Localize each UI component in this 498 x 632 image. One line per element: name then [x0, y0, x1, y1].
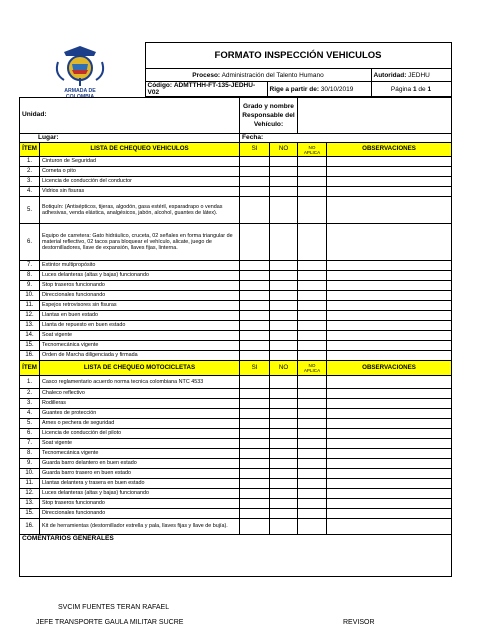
- no-aplica-checkbox[interactable]: [298, 439, 327, 449]
- motos-items: [20, 376, 452, 535]
- si-checkbox[interactable]: [240, 499, 270, 509]
- item-number: 3.: [20, 399, 40, 409]
- no-aplica-checkbox[interactable]: [298, 479, 327, 489]
- checklist-row: [20, 449, 452, 459]
- proceso-cell: [145, 69, 371, 82]
- checklist-row: [20, 376, 452, 389]
- no-checkbox[interactable]: [270, 311, 298, 321]
- si-checkbox[interactable]: [240, 261, 270, 271]
- checklist-row: [20, 479, 452, 489]
- item-number: 13.: [20, 321, 40, 331]
- no-aplica-checkbox[interactable]: [298, 167, 327, 177]
- no-aplica-checkbox[interactable]: [298, 157, 327, 167]
- item-text: Guantes de protección: [40, 409, 240, 419]
- no-aplica-checkbox[interactable]: [298, 177, 327, 187]
- col-lista-motos: LISTA DE CHEQUEO MOTOCICLETAS: [40, 361, 240, 376]
- item-text: Llanta de repuesto en buen estado: [40, 321, 240, 331]
- item-text: Orden de Marcha diligenciada y firmada: [40, 351, 240, 361]
- no-aplica-checkbox[interactable]: [298, 197, 327, 224]
- observaciones-field[interactable]: [327, 281, 452, 291]
- item-text: Luces delanteras (altas y bajas) funcionando: [40, 489, 240, 499]
- item-text: Soat vigente: [40, 331, 240, 341]
- proceso-label: Proceso:: [192, 71, 221, 79]
- autoridad-cell: [371, 69, 451, 82]
- checklist-row: [20, 167, 452, 177]
- observaciones-field[interactable]: [327, 321, 452, 331]
- pagina-total: 1: [427, 85, 432, 93]
- no-aplica-checkbox[interactable]: [298, 351, 327, 361]
- col-no: NO: [270, 143, 298, 157]
- checklist-row: [20, 271, 452, 281]
- item-text: Licencia de conducción del piloto: [40, 429, 240, 439]
- no-checkbox[interactable]: [270, 519, 298, 535]
- checklist-row: [20, 489, 452, 499]
- checklist-row: [20, 509, 452, 519]
- item-number: 4.: [20, 187, 40, 197]
- lugar-label: Lugar:: [20, 134, 240, 143]
- si-checkbox[interactable]: [240, 177, 270, 187]
- no-aplica-checkbox[interactable]: [298, 311, 327, 321]
- no-aplica-checkbox[interactable]: [298, 449, 327, 459]
- col-observaciones: OBSERVACIONES: [327, 361, 452, 376]
- no-checkbox[interactable]: [270, 321, 298, 331]
- item-text: Vidrios sin fisuras: [40, 187, 240, 197]
- checklist-row: [20, 389, 452, 399]
- checklist-row: [20, 311, 452, 321]
- item-number: 12.: [20, 311, 40, 321]
- autoridad-label: Autoridad:: [373, 71, 407, 79]
- si-checkbox[interactable]: [240, 509, 270, 519]
- no-aplica-checkbox[interactable]: [298, 376, 327, 389]
- rige-cell: [267, 82, 371, 97]
- no-checkbox[interactable]: [270, 301, 298, 311]
- no-checkbox[interactable]: [270, 479, 298, 489]
- logo-caption: ARMADA DE COLOMBIA: [64, 88, 96, 100]
- col-no-aplica: NO APLICA: [298, 361, 327, 376]
- no-aplica-checkbox[interactable]: [298, 261, 327, 271]
- no-checkbox[interactable]: [270, 224, 298, 261]
- si-checkbox[interactable]: [240, 331, 270, 341]
- rige-label: Rige a partir de:: [269, 85, 319, 93]
- observaciones-field[interactable]: [327, 351, 452, 361]
- item-number: 3.: [20, 177, 40, 187]
- observaciones-field[interactable]: [327, 311, 452, 321]
- checklist-row: [20, 439, 452, 449]
- checklist-row: [20, 419, 452, 429]
- observaciones-field[interactable]: [327, 187, 452, 197]
- proceso-value: Administración del Talento Humano: [221, 71, 324, 79]
- si-checkbox[interactable]: [240, 351, 270, 361]
- si-checkbox[interactable]: [240, 167, 270, 177]
- item-text: Chaleco reflectivo: [40, 389, 240, 399]
- rige-value: 30/10/2019: [320, 85, 354, 93]
- no-aplica-checkbox[interactable]: [298, 469, 327, 479]
- si-checkbox[interactable]: [240, 301, 270, 311]
- si-checkbox[interactable]: [240, 479, 270, 489]
- checklist-row: [20, 499, 452, 509]
- item-text: Rodilleras: [40, 399, 240, 409]
- no-checkbox[interactable]: [270, 271, 298, 281]
- form-title: FORMATO INSPECCIÓN VEHICULOS: [145, 43, 451, 69]
- si-checkbox[interactable]: [240, 224, 270, 261]
- no-aplica-checkbox[interactable]: [298, 509, 327, 519]
- item-text: Arnes o pechera de seguridad: [40, 419, 240, 429]
- no-aplica-checkbox[interactable]: [298, 187, 327, 197]
- fecha-label: Fecha:: [240, 134, 452, 143]
- si-checkbox[interactable]: [240, 281, 270, 291]
- observaciones-field[interactable]: [327, 419, 452, 429]
- item-text: Equipo de carretera: Gato hidráulico, cruceta, 02 señales en forma triangular de material reflectivo, 02 tacos para bloquear el vehículo, alicate, juego de destornilladores, llave de expansión, llaves fijas, linterna.: [40, 224, 240, 261]
- no-aplica-checkbox[interactable]: [298, 429, 327, 439]
- item-text: Corneta o pito: [40, 167, 240, 177]
- col-si: SI: [240, 143, 270, 157]
- item-number: 15.: [20, 509, 40, 519]
- pagina-num: 1: [412, 85, 417, 93]
- si-checkbox[interactable]: [240, 197, 270, 224]
- checklist-row: [20, 177, 452, 187]
- no-checkbox[interactable]: [270, 291, 298, 301]
- codigo-label: Código:: [147, 82, 173, 89]
- vehiculos-header-row: [20, 143, 452, 157]
- item-number: 2.: [20, 167, 40, 177]
- col-si: SI: [240, 361, 270, 376]
- autoridad-value: JEDHU: [408, 71, 430, 79]
- item-text: Casco reglamentario acuerdo norma tecnica colombiana NTC 4533: [40, 376, 240, 389]
- col-observaciones: OBSERVACIONES: [327, 143, 452, 157]
- checklist-row: [20, 519, 452, 535]
- col-no-aplica: NO APLICA: [298, 143, 327, 157]
- checklist-row: [20, 197, 452, 224]
- si-checkbox[interactable]: [240, 469, 270, 479]
- checklist-row: [20, 351, 452, 361]
- observaciones-field[interactable]: [327, 439, 452, 449]
- item-text: Licencia de conducción del conductor: [40, 177, 240, 187]
- no-checkbox[interactable]: [270, 459, 298, 469]
- observaciones-field[interactable]: [327, 479, 452, 489]
- observaciones-field[interactable]: [327, 157, 452, 167]
- no-aplica-checkbox[interactable]: [298, 389, 327, 399]
- si-checkbox[interactable]: [240, 409, 270, 419]
- no-aplica-checkbox[interactable]: [298, 489, 327, 499]
- col-lista-vehiculos: LISTA DE CHEQUEO VEHICULOS: [40, 143, 240, 157]
- pagina-label: Página: [390, 85, 412, 93]
- checklist-row: [20, 469, 452, 479]
- si-checkbox[interactable]: [240, 187, 270, 197]
- checklist-row: [20, 301, 452, 311]
- item-text: Luces delanteras (altas y bajas) funcionando: [40, 271, 240, 281]
- no-aplica-checkbox[interactable]: [298, 341, 327, 351]
- item-number: 4.: [20, 409, 40, 419]
- item-number: 15.: [20, 341, 40, 351]
- no-checkbox[interactable]: [270, 341, 298, 351]
- item-number: 5.: [20, 419, 40, 429]
- si-checkbox[interactable]: [240, 389, 270, 399]
- observaciones-field[interactable]: [327, 224, 452, 261]
- no-checkbox[interactable]: [270, 197, 298, 224]
- item-number: 5.: [20, 197, 40, 224]
- no-checkbox[interactable]: [270, 261, 298, 271]
- vehiculos-items: [20, 157, 452, 361]
- si-checkbox[interactable]: [240, 311, 270, 321]
- si-checkbox[interactable]: [240, 376, 270, 389]
- observaciones-field[interactable]: [327, 509, 452, 519]
- codigo-value: ADMTTHH-FT-135-JEDHU-V02: [147, 82, 256, 96]
- observaciones-field[interactable]: [327, 177, 452, 187]
- item-text: Llantas en buen estado: [40, 311, 240, 321]
- no-aplica-checkbox[interactable]: [298, 224, 327, 261]
- checklist-row: [20, 224, 452, 261]
- no-aplica-checkbox[interactable]: [298, 499, 327, 509]
- si-checkbox[interactable]: [240, 519, 270, 535]
- no-checkbox[interactable]: [270, 187, 298, 197]
- item-text: Cinturon de Seguridad: [40, 157, 240, 167]
- item-number: 11.: [20, 479, 40, 489]
- no-checkbox[interactable]: [270, 177, 298, 187]
- observaciones-field[interactable]: [327, 341, 452, 351]
- item-number: 10.: [20, 291, 40, 301]
- si-checkbox[interactable]: [240, 439, 270, 449]
- checklist-row: [20, 321, 452, 331]
- checklist-table: [19, 97, 452, 577]
- comentarios-label: COMENTARIOS GENERALES: [20, 535, 452, 544]
- observaciones-field[interactable]: [327, 399, 452, 409]
- si-checkbox[interactable]: [240, 321, 270, 331]
- item-number: 9.: [20, 281, 40, 291]
- item-text: Espejos retrovisores sin fisuras: [40, 301, 240, 311]
- checklist-row: [20, 291, 452, 301]
- item-text: Soat vigente: [40, 439, 240, 449]
- no-checkbox[interactable]: [270, 376, 298, 389]
- si-checkbox[interactable]: [240, 449, 270, 459]
- si-checkbox[interactable]: [240, 489, 270, 499]
- grado-label: Grado y nombre Responsable del Vehículo:: [240, 98, 298, 134]
- si-checkbox[interactable]: [240, 429, 270, 439]
- col-item: ÍTEM: [20, 361, 40, 376]
- checklist-row: [20, 409, 452, 419]
- no-checkbox[interactable]: [270, 499, 298, 509]
- item-text: Guarda barro trasero en buen estado: [40, 469, 240, 479]
- item-number: 8.: [20, 271, 40, 281]
- observaciones-field[interactable]: [327, 429, 452, 439]
- item-text: Kit de herramientas (destornillador estrella y pala, llaves fijas y llave de bujía).: [40, 519, 240, 535]
- no-checkbox[interactable]: [270, 389, 298, 399]
- item-number: 16.: [20, 519, 40, 535]
- observaciones-field[interactable]: [327, 291, 452, 301]
- unidad-input[interactable]: [40, 98, 240, 134]
- no-checkbox[interactable]: [270, 351, 298, 361]
- codigo-cell: [145, 82, 267, 97]
- checklist-row: [20, 261, 452, 271]
- observaciones-field[interactable]: [327, 489, 452, 499]
- item-text: Extintor multipropósito: [40, 261, 240, 271]
- grado-input[interactable]: [298, 98, 452, 134]
- si-checkbox[interactable]: [240, 341, 270, 351]
- item-text: Tecnomecánica vigente: [40, 341, 240, 351]
- observaciones-field[interactable]: [327, 389, 452, 399]
- col-item: ÍTEM: [20, 143, 40, 157]
- item-number: 1.: [20, 157, 40, 167]
- si-checkbox[interactable]: [240, 291, 270, 301]
- no-aplica-checkbox[interactable]: [298, 271, 327, 281]
- item-text: Direccionales funcionando: [40, 509, 240, 519]
- item-number: 16.: [20, 351, 40, 361]
- si-checkbox[interactable]: [240, 399, 270, 409]
- no-aplica-checkbox[interactable]: [298, 459, 327, 469]
- no-checkbox[interactable]: [270, 399, 298, 409]
- no-aplica-checkbox[interactable]: [298, 281, 327, 291]
- motos-header-row: [20, 361, 452, 376]
- comentarios-area[interactable]: [20, 544, 452, 577]
- observaciones-field[interactable]: [327, 469, 452, 479]
- si-checkbox[interactable]: [240, 419, 270, 429]
- no-checkbox[interactable]: [270, 489, 298, 499]
- checklist-row: [20, 429, 452, 439]
- item-text: Botiquín: (Antisépticos, tijeras, algodón, gasa estéril, esparadrapo o vendas adhesivas, venda elástica, analgésicos, jabón, alcohol, guantes de látex).: [40, 197, 240, 224]
- no-aplica-checkbox[interactable]: [298, 321, 327, 331]
- item-text: Tecnomecánica vigente: [40, 449, 240, 459]
- item-number: 9.: [20, 459, 40, 469]
- no-checkbox[interactable]: [270, 409, 298, 419]
- no-checkbox[interactable]: [270, 449, 298, 459]
- observaciones-field[interactable]: [327, 197, 452, 224]
- item-number: 7.: [20, 439, 40, 449]
- no-aplica-checkbox[interactable]: [298, 291, 327, 301]
- no-checkbox[interactable]: [270, 439, 298, 449]
- item-number: 1.: [20, 376, 40, 389]
- pagina-de: de: [418, 85, 426, 93]
- item-text: Llantas delantera y trasera en buen estado: [40, 479, 240, 489]
- no-checkbox[interactable]: [270, 281, 298, 291]
- observaciones-field[interactable]: [327, 301, 452, 311]
- no-checkbox[interactable]: [270, 157, 298, 167]
- no-aplica-checkbox[interactable]: [298, 409, 327, 419]
- no-checkbox[interactable]: [270, 429, 298, 439]
- item-number: 6.: [20, 224, 40, 261]
- revisor-label: REVISOR: [343, 619, 375, 626]
- no-checkbox[interactable]: [270, 331, 298, 341]
- checklist-row: [20, 281, 452, 291]
- observaciones-field[interactable]: [327, 459, 452, 469]
- observaciones-field[interactable]: [327, 167, 452, 177]
- col-no: NO: [270, 361, 298, 376]
- si-checkbox[interactable]: [240, 271, 270, 281]
- checklist-row: [20, 187, 452, 197]
- no-aplica-checkbox[interactable]: [298, 331, 327, 341]
- no-aplica-checkbox[interactable]: [298, 519, 327, 535]
- observaciones-field[interactable]: [327, 409, 452, 419]
- signatory-position: JEFE TRANSPORTE GAULA MILITAR SUCRE: [36, 619, 184, 626]
- unidad-label: Unidad:: [20, 98, 40, 134]
- observaciones-field[interactable]: [327, 519, 452, 535]
- no-checkbox[interactable]: [270, 419, 298, 429]
- observaciones-field[interactable]: [327, 499, 452, 509]
- no-aplica-checkbox[interactable]: [298, 301, 327, 311]
- item-number: 8.: [20, 449, 40, 459]
- item-number: 11.: [20, 301, 40, 311]
- checklist-row: [20, 341, 452, 351]
- item-text: Stop traseros funcionando: [40, 281, 240, 291]
- item-number: 13.: [20, 499, 40, 509]
- no-checkbox[interactable]: [270, 509, 298, 519]
- pagina-cell: [371, 82, 451, 97]
- si-checkbox[interactable]: [240, 459, 270, 469]
- item-number: 12.: [20, 489, 40, 499]
- no-checkbox[interactable]: [270, 167, 298, 177]
- checklist-row: [20, 331, 452, 341]
- item-number: 14.: [20, 331, 40, 341]
- item-text: Stop traseros funcionando: [40, 499, 240, 509]
- item-text: Guarda barro delantero en buen estado: [40, 459, 240, 469]
- header-table: [19, 42, 452, 97]
- item-number: 10.: [20, 469, 40, 479]
- item-number: 2.: [20, 389, 40, 399]
- checklist-row: [20, 399, 452, 409]
- observaciones-field[interactable]: [327, 331, 452, 341]
- checklist-row: [20, 157, 452, 167]
- item-number: 6.: [20, 429, 40, 439]
- si-checkbox[interactable]: [240, 157, 270, 167]
- no-aplica-checkbox[interactable]: [298, 399, 327, 409]
- signatory-name: SVCIM FUENTES TERAN RAFAEL: [58, 604, 170, 611]
- observaciones-field[interactable]: [327, 449, 452, 459]
- observaciones-field[interactable]: [327, 376, 452, 389]
- observaciones-field[interactable]: [327, 271, 452, 281]
- item-number: 7.: [20, 261, 40, 271]
- no-checkbox[interactable]: [270, 469, 298, 479]
- checklist-row: [20, 459, 452, 469]
- no-aplica-checkbox[interactable]: [298, 419, 327, 429]
- observaciones-field[interactable]: [327, 261, 452, 271]
- item-text: Direccionales funcionando: [40, 291, 240, 301]
